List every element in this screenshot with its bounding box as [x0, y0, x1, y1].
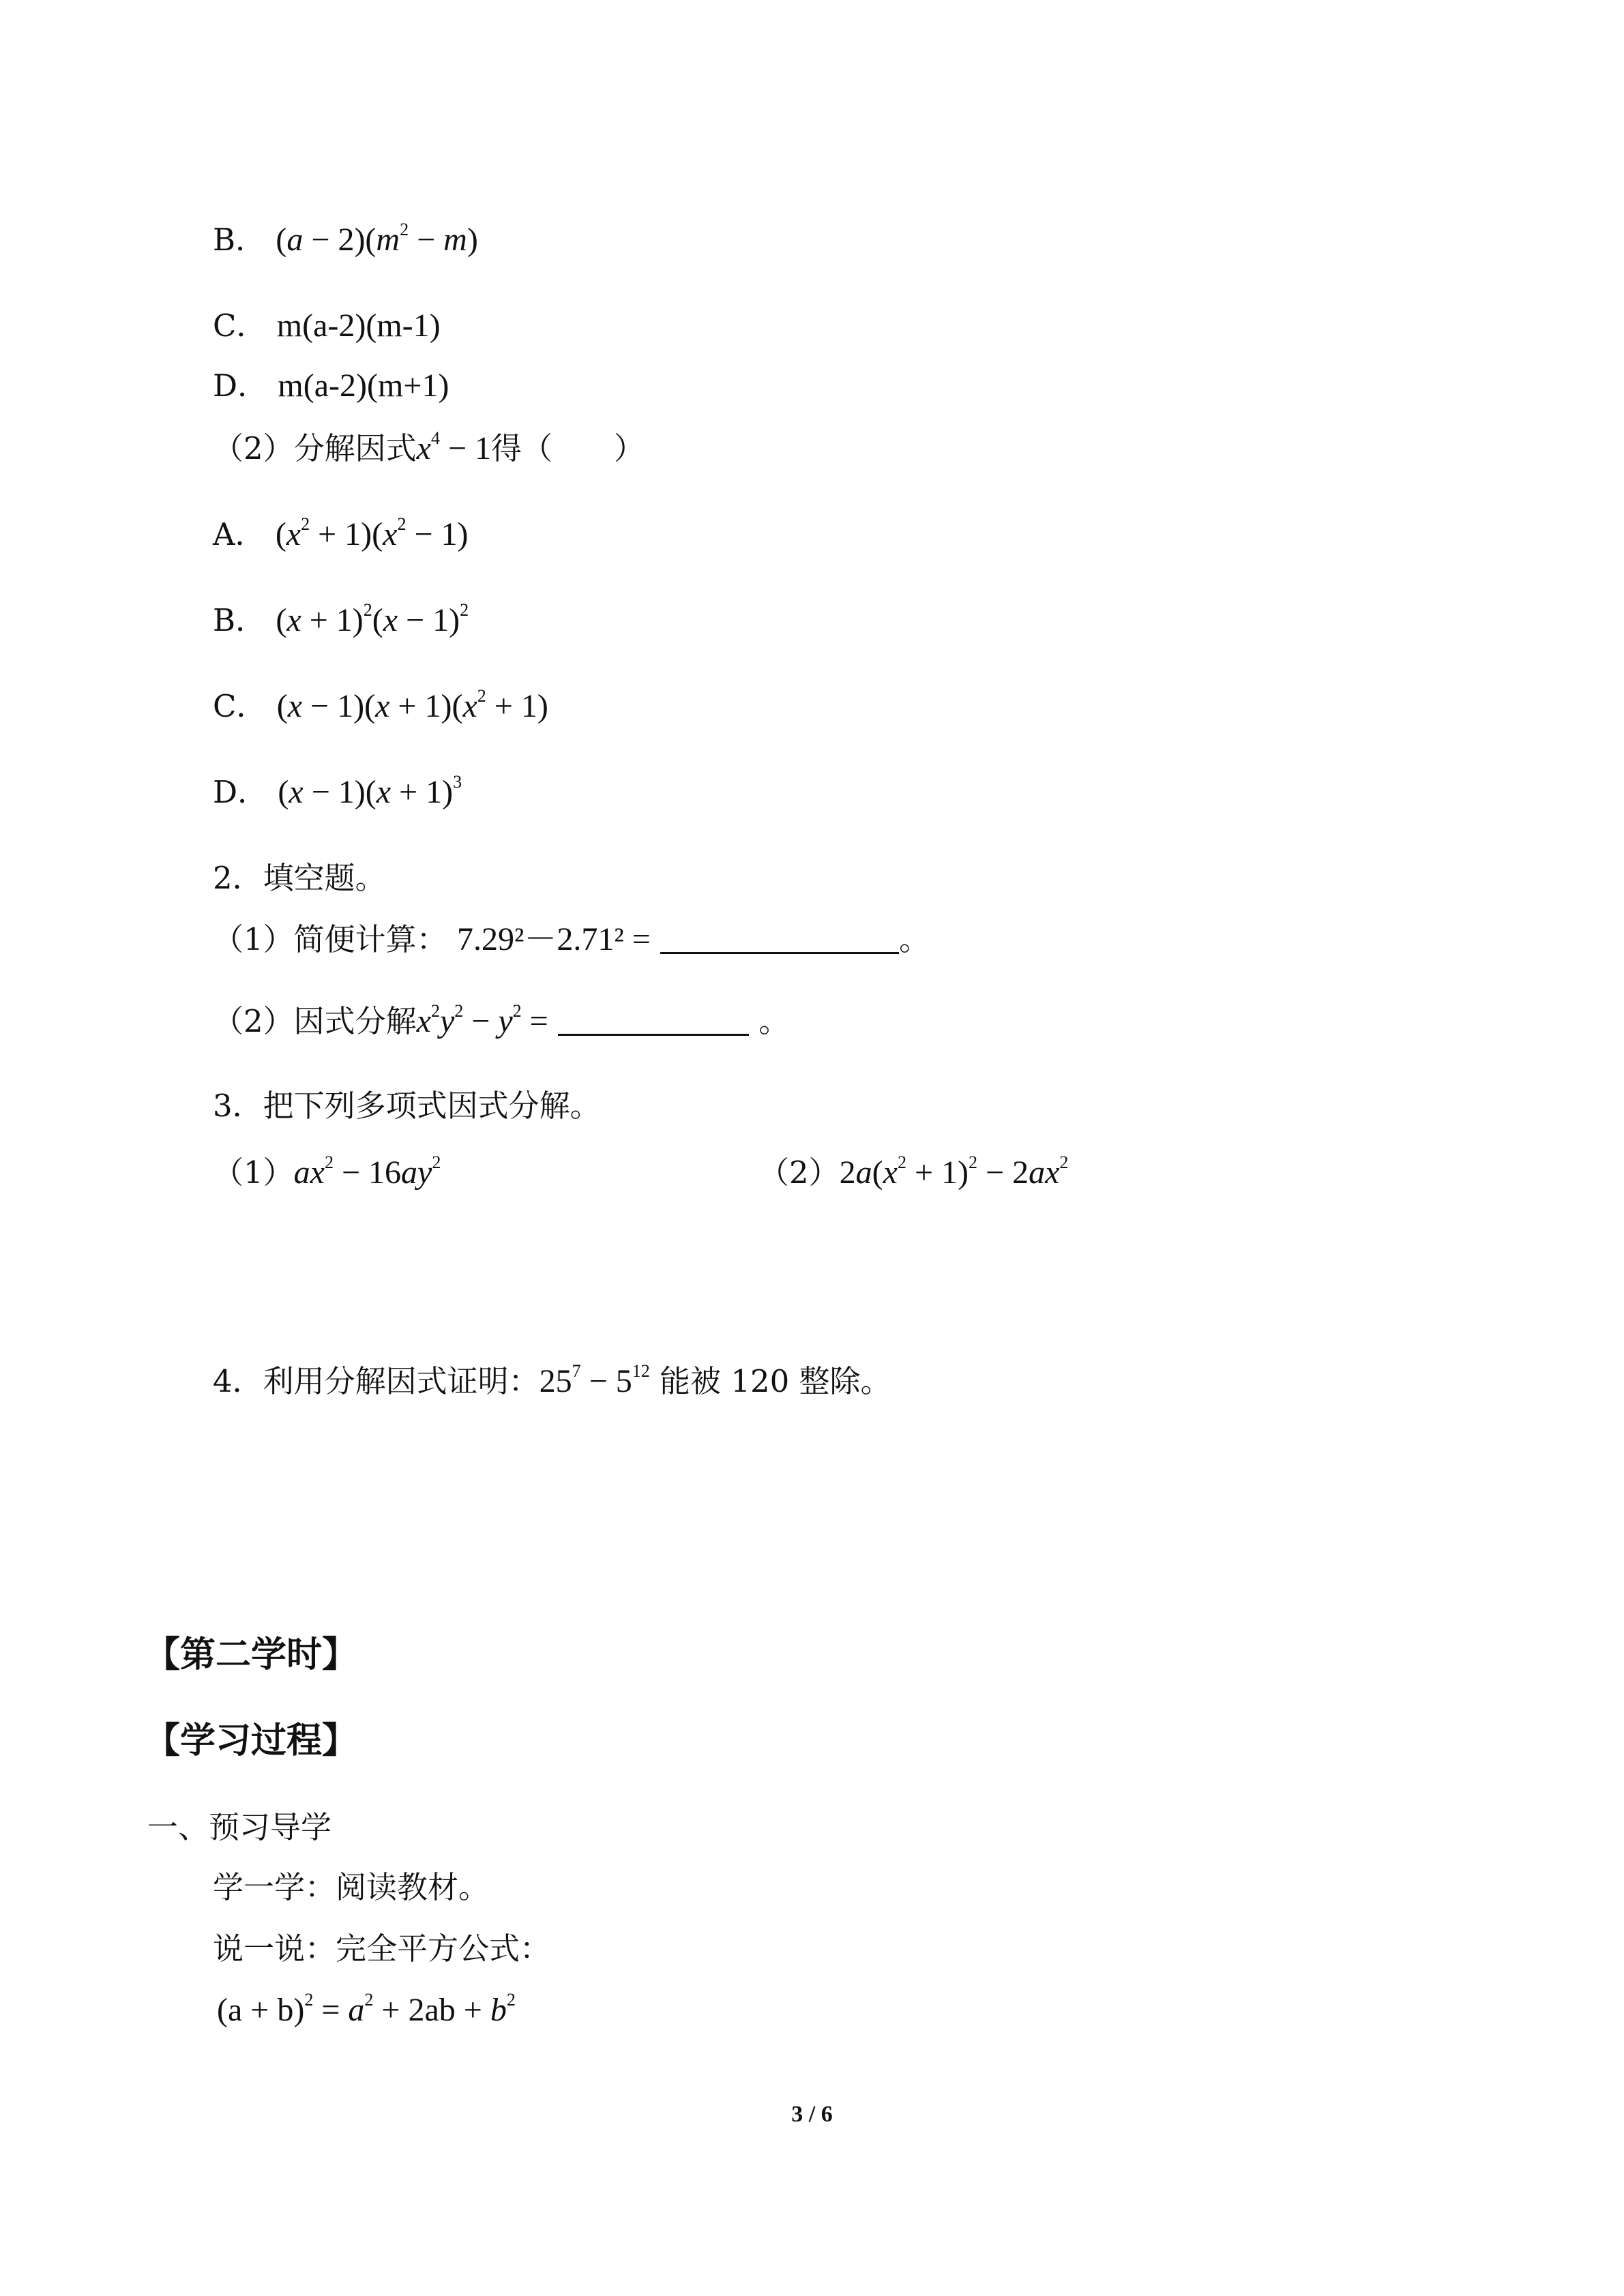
- option-label: C．: [213, 688, 267, 724]
- option-label: C．: [213, 308, 267, 344]
- section-heading-lesson: 【第二学时】: [145, 1635, 358, 1675]
- question-2-title: 2．填空题。: [213, 860, 386, 896]
- option-1-2-a: [213, 514, 469, 555]
- question-prefix: （1）: [213, 1154, 294, 1191]
- answer-blank[interactable]: [660, 922, 899, 954]
- option-expression: $(x - 1)(x + 1)(x^2 + 1)$: [276, 686, 548, 724]
- option-1-2-b: [213, 600, 469, 641]
- question-prefix: 4．利用分解因式证明：: [213, 1363, 540, 1399]
- option-label: D．: [213, 368, 269, 404]
- option-1-2-d: [213, 772, 462, 813]
- question-1-2: [213, 428, 645, 469]
- question-prefix: （2）因式分解: [213, 1003, 417, 1039]
- option-label: B．: [213, 602, 267, 638]
- question-expression: $x^2y^2 - y^2$ =: [416, 1001, 548, 1039]
- question-suffix: 。: [899, 921, 930, 957]
- learn-line: 学一学：阅读教材。: [213, 1869, 490, 1905]
- question-prefix: （2）: [758, 1154, 840, 1191]
- question-expression: $2a(x^2 + 1)^2 - 2ax^2$: [839, 1152, 1069, 1191]
- question-suffix: 得（ ）: [491, 430, 645, 466]
- question-2-2: [213, 1001, 789, 1042]
- part-title: 一、预习导学: [147, 1809, 332, 1845]
- question-expression: $ax^2 - 16ay^2$: [293, 1152, 441, 1191]
- page-number: 3 / 6: [791, 2102, 833, 2127]
- option-1-1-d: [213, 366, 449, 406]
- question-suffix: 。: [758, 1003, 790, 1039]
- question-expression: $x^4 - 1$: [416, 428, 492, 466]
- question-prefix: （1）简便计算：: [213, 921, 447, 957]
- option-1-1-b: [213, 220, 478, 260]
- say-line: 说一说：完全平方公式：: [213, 1930, 551, 1967]
- option-expression: $(x + 1)^2(x - 1)^2$: [276, 600, 469, 638]
- option-text: m(a-2)(m+1): [278, 368, 449, 404]
- option-text: m(a-2)(m-1): [276, 308, 441, 344]
- option-expression: $(x - 1)(x + 1)^3$: [278, 772, 462, 810]
- question-3-2: [758, 1152, 1068, 1193]
- answer-blank[interactable]: [558, 1004, 749, 1036]
- option-expression: $(a - 2)(m^2 - m)$: [276, 220, 478, 258]
- formula-line: [217, 1990, 516, 2031]
- question-expression: 7.29²－2.71² =: [456, 921, 651, 957]
- option-label: D．: [213, 774, 269, 810]
- option-1-1-c: [213, 305, 441, 346]
- question-prefix: （2）分解因式: [213, 430, 417, 466]
- option-expression: $(x^2 + 1)(x^2 - 1)$: [275, 514, 469, 552]
- question-suffix: 能被 120 整除。: [660, 1363, 891, 1399]
- section-heading-process: 【学习过程】: [145, 1720, 358, 1761]
- formula-expression: $(a + b)^2 = a^2 + 2ab + b^2$: [217, 1990, 516, 2028]
- question-4: [213, 1361, 891, 1402]
- option-1-2-c: [213, 686, 548, 727]
- question-2-1: [213, 919, 930, 960]
- question-expression: $25^7 - 5^{12}$: [539, 1361, 650, 1399]
- option-label: A．: [213, 516, 266, 552]
- option-label: B．: [213, 222, 267, 258]
- question-3-1: [213, 1152, 441, 1193]
- question-3-title: 3．把下列多项式因式分解。: [213, 1088, 601, 1124]
